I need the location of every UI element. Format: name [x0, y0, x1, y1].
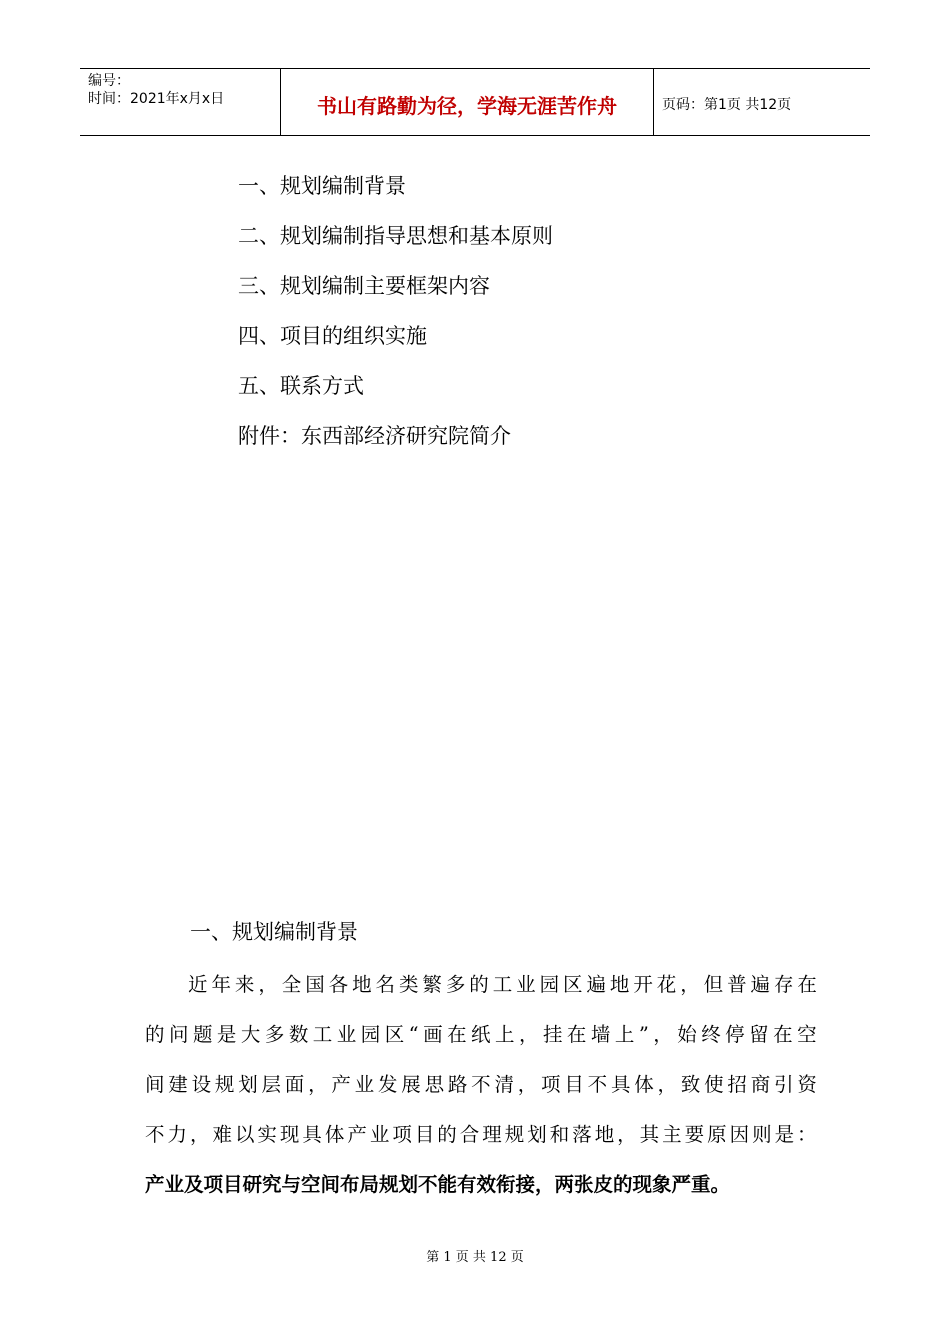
document-code-label: 编号： [88, 73, 130, 89]
page-footer: 第 1 页 共 12 页 [426, 1250, 524, 1265]
section-heading: 一、规划编制背景 [190, 920, 358, 944]
toc-item-1: 一、规划编制背景 [238, 174, 406, 198]
paragraph-line-4: 不 力 ， 难 以 实 现 具 体 产 业 项 目 的 合 理 规 划 和 落 地 ， 其 主 要 原 因 则 是 ： [145, 1123, 817, 1146]
paragraph-line-2: 的 问 题 是 大 多 数 工 业 园 区 “ 画 在 纸 上 ， 挂 在 墙 上 ” ， 始 终 停 留 在 空 [145, 1023, 817, 1046]
paragraph-line-3: 间 建 设 规 划 层 面 ， 产 业 发 展 思 路 不 清 ， 项 目 不 具 体 ， 致 使 招 商 引 资 [145, 1073, 817, 1096]
paragraph-line-1: 近 年 来 ， 全 国 各 地 名 类 繁 多 的 工 业 园 区 遍 地 开 花 ， 但 普 遍 存 在 [188, 973, 817, 996]
paragraph-line-5-bold: 产业及项目研究与空间布局规划不能有效衔接，两张皮的现象严重。 [145, 1173, 731, 1196]
header-motto: 书山有路勤为径，学海无涯苦作舟 [281, 69, 654, 135]
document-header [80, 68, 870, 136]
toc-item-2: 二、规划编制指导思想和基本原则 [238, 224, 553, 248]
header-page-info: 页码：第1页 共12页 [662, 97, 792, 113]
toc-item-appendix: 附件：东西部经济研究院简介 [238, 424, 511, 448]
toc-item-5: 五、联系方式 [238, 374, 364, 398]
table-of-contents [238, 166, 553, 466]
header-meta-cell [80, 69, 281, 135]
section-paragraph [145, 960, 817, 1210]
toc-item-3: 三、规划编制主要框架内容 [238, 274, 490, 298]
toc-item-4: 四、项目的组织实施 [238, 324, 427, 348]
document-date-label: 时间：2021年x月x日 [88, 91, 225, 107]
